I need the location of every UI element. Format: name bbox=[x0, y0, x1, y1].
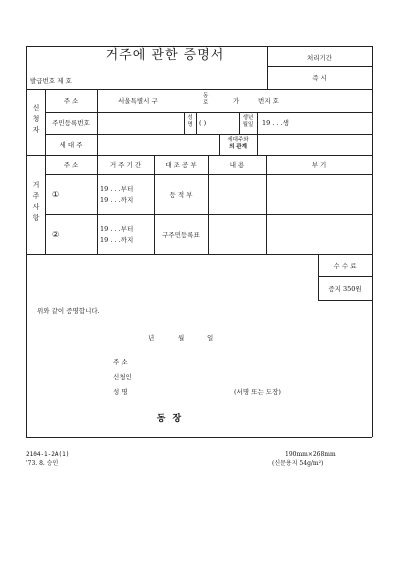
applicant-row2-line bbox=[45, 134, 372, 135]
issue-number-label: 발급번호 제 호 bbox=[30, 77, 72, 85]
fee-box-bottom-line bbox=[318, 300, 372, 301]
relation-right-divider bbox=[257, 134, 258, 155]
sign-or-seal-note: (서명 또는 도장) bbox=[234, 388, 281, 396]
name-label-divider bbox=[196, 112, 197, 134]
footer-paper-size: 190mm×268mm bbox=[285, 451, 336, 458]
residence-col-divider-3 bbox=[208, 155, 209, 254]
applicant-bottom-line bbox=[26, 155, 372, 156]
residence-header-content: 내 용 bbox=[229, 161, 245, 169]
fee-box-mid-line bbox=[318, 276, 372, 277]
signer-address-label: 주 소 bbox=[113, 358, 128, 366]
name-label-top: 성 bbox=[187, 115, 193, 121]
applicant-label-divider bbox=[97, 89, 98, 155]
signer-applicant-label: 신청인 bbox=[113, 373, 132, 381]
outer-right-border bbox=[372, 46, 373, 437]
residence-row2-ledger: 구주민등록표 bbox=[162, 231, 200, 239]
footer-approval: '73. 8. 승인 bbox=[26, 460, 59, 467]
residence-header-address: 주 소 bbox=[63, 161, 79, 169]
name-label-bottom: 명 bbox=[187, 122, 193, 128]
processing-divider bbox=[267, 46, 268, 89]
processing-period-label: 처리기간 bbox=[306, 54, 333, 62]
footer-form-code: 2104-1-2A(1) bbox=[26, 451, 70, 458]
outer-bottom-border bbox=[26, 437, 372, 438]
residence-col-divider-2 bbox=[154, 155, 155, 254]
date-month: 월 bbox=[178, 334, 185, 342]
applicant-side-label-3: 자 bbox=[32, 126, 40, 134]
beonji-label: 번지 호 bbox=[258, 97, 279, 105]
footer-paper-type: (신문용지 54g/m²) bbox=[272, 460, 324, 467]
chief-title: 동 장 bbox=[156, 414, 184, 424]
residence-side-label-3: 사 bbox=[32, 203, 40, 211]
residence-row2-no: ② bbox=[52, 230, 60, 239]
dong-label: 동 bbox=[203, 93, 209, 99]
fee-box-left-border bbox=[318, 254, 319, 300]
residence-header-line bbox=[45, 174, 372, 175]
form-title: 거주에 관한 증명서 bbox=[105, 48, 225, 63]
household-head-label: 세 대 주 bbox=[59, 141, 83, 149]
birth-label-top: 생년 bbox=[242, 115, 254, 121]
residence-row1-no: ① bbox=[52, 190, 60, 199]
birth-label-divider bbox=[257, 112, 258, 134]
residence-col-divider-4 bbox=[266, 155, 267, 254]
residence-row1-from: 19 . . .부터 bbox=[100, 185, 134, 193]
residence-side-label-4: 항 bbox=[32, 214, 40, 222]
applicant-address-label: 주 소 bbox=[63, 97, 79, 105]
outer-top-border bbox=[26, 46, 372, 47]
residence-side-label-2: 주 bbox=[32, 192, 40, 200]
birth-label-bottom: 월일 bbox=[242, 122, 254, 128]
ga-label: 가 bbox=[233, 97, 240, 105]
residence-header-note: 부 기 bbox=[311, 161, 327, 169]
birth-value: 19 . . .생 bbox=[262, 119, 289, 127]
residence-bottom-line bbox=[26, 254, 372, 255]
applicant-row1-line bbox=[45, 112, 372, 113]
name-paren: ( ) bbox=[199, 119, 207, 127]
applicant-address-value: 서울특별시 구 bbox=[118, 97, 158, 105]
relation-label-bottom: 의 관계 bbox=[229, 144, 247, 150]
processing-mid-line bbox=[267, 66, 372, 67]
processing-period-value: 즉 시 bbox=[312, 74, 327, 82]
residence-row1-to: 19 . . .까지 bbox=[100, 196, 134, 204]
residence-header-period: 거 주 기 간 bbox=[109, 161, 142, 169]
date-year: 년 bbox=[148, 334, 155, 342]
signer-name-label: 성 명 bbox=[113, 388, 128, 396]
residence-row2-from: 19 . . .부터 bbox=[100, 225, 134, 233]
residence-side-label-1: 거 bbox=[32, 181, 40, 189]
relation-label-top: 세대주와 bbox=[227, 137, 249, 143]
residence-row1-ledger: 등 적 부 bbox=[169, 191, 193, 199]
rrn-label: 주민등록번호 bbox=[52, 119, 90, 127]
applicant-side-label-2: 청 bbox=[32, 115, 40, 123]
fee-label: 수 수 료 bbox=[333, 262, 357, 270]
ro-label: 로 bbox=[203, 100, 209, 106]
header-bottom-line bbox=[26, 89, 372, 90]
certify-text: 위와 같이 증명합니다. bbox=[37, 307, 100, 315]
outer-left-border bbox=[26, 46, 27, 437]
residence-header-ledger: 대 조 공 부 bbox=[165, 161, 197, 169]
residence-row1-line bbox=[45, 214, 372, 215]
residence-col-divider-1 bbox=[97, 155, 98, 254]
applicant-side-label-1: 신 bbox=[32, 104, 40, 112]
fee-value: 증지 350원 bbox=[328, 285, 362, 293]
date-day: 일 bbox=[207, 334, 214, 342]
residence-row2-to: 19 . . .까지 bbox=[100, 236, 134, 244]
residence-side-divider bbox=[45, 155, 46, 254]
